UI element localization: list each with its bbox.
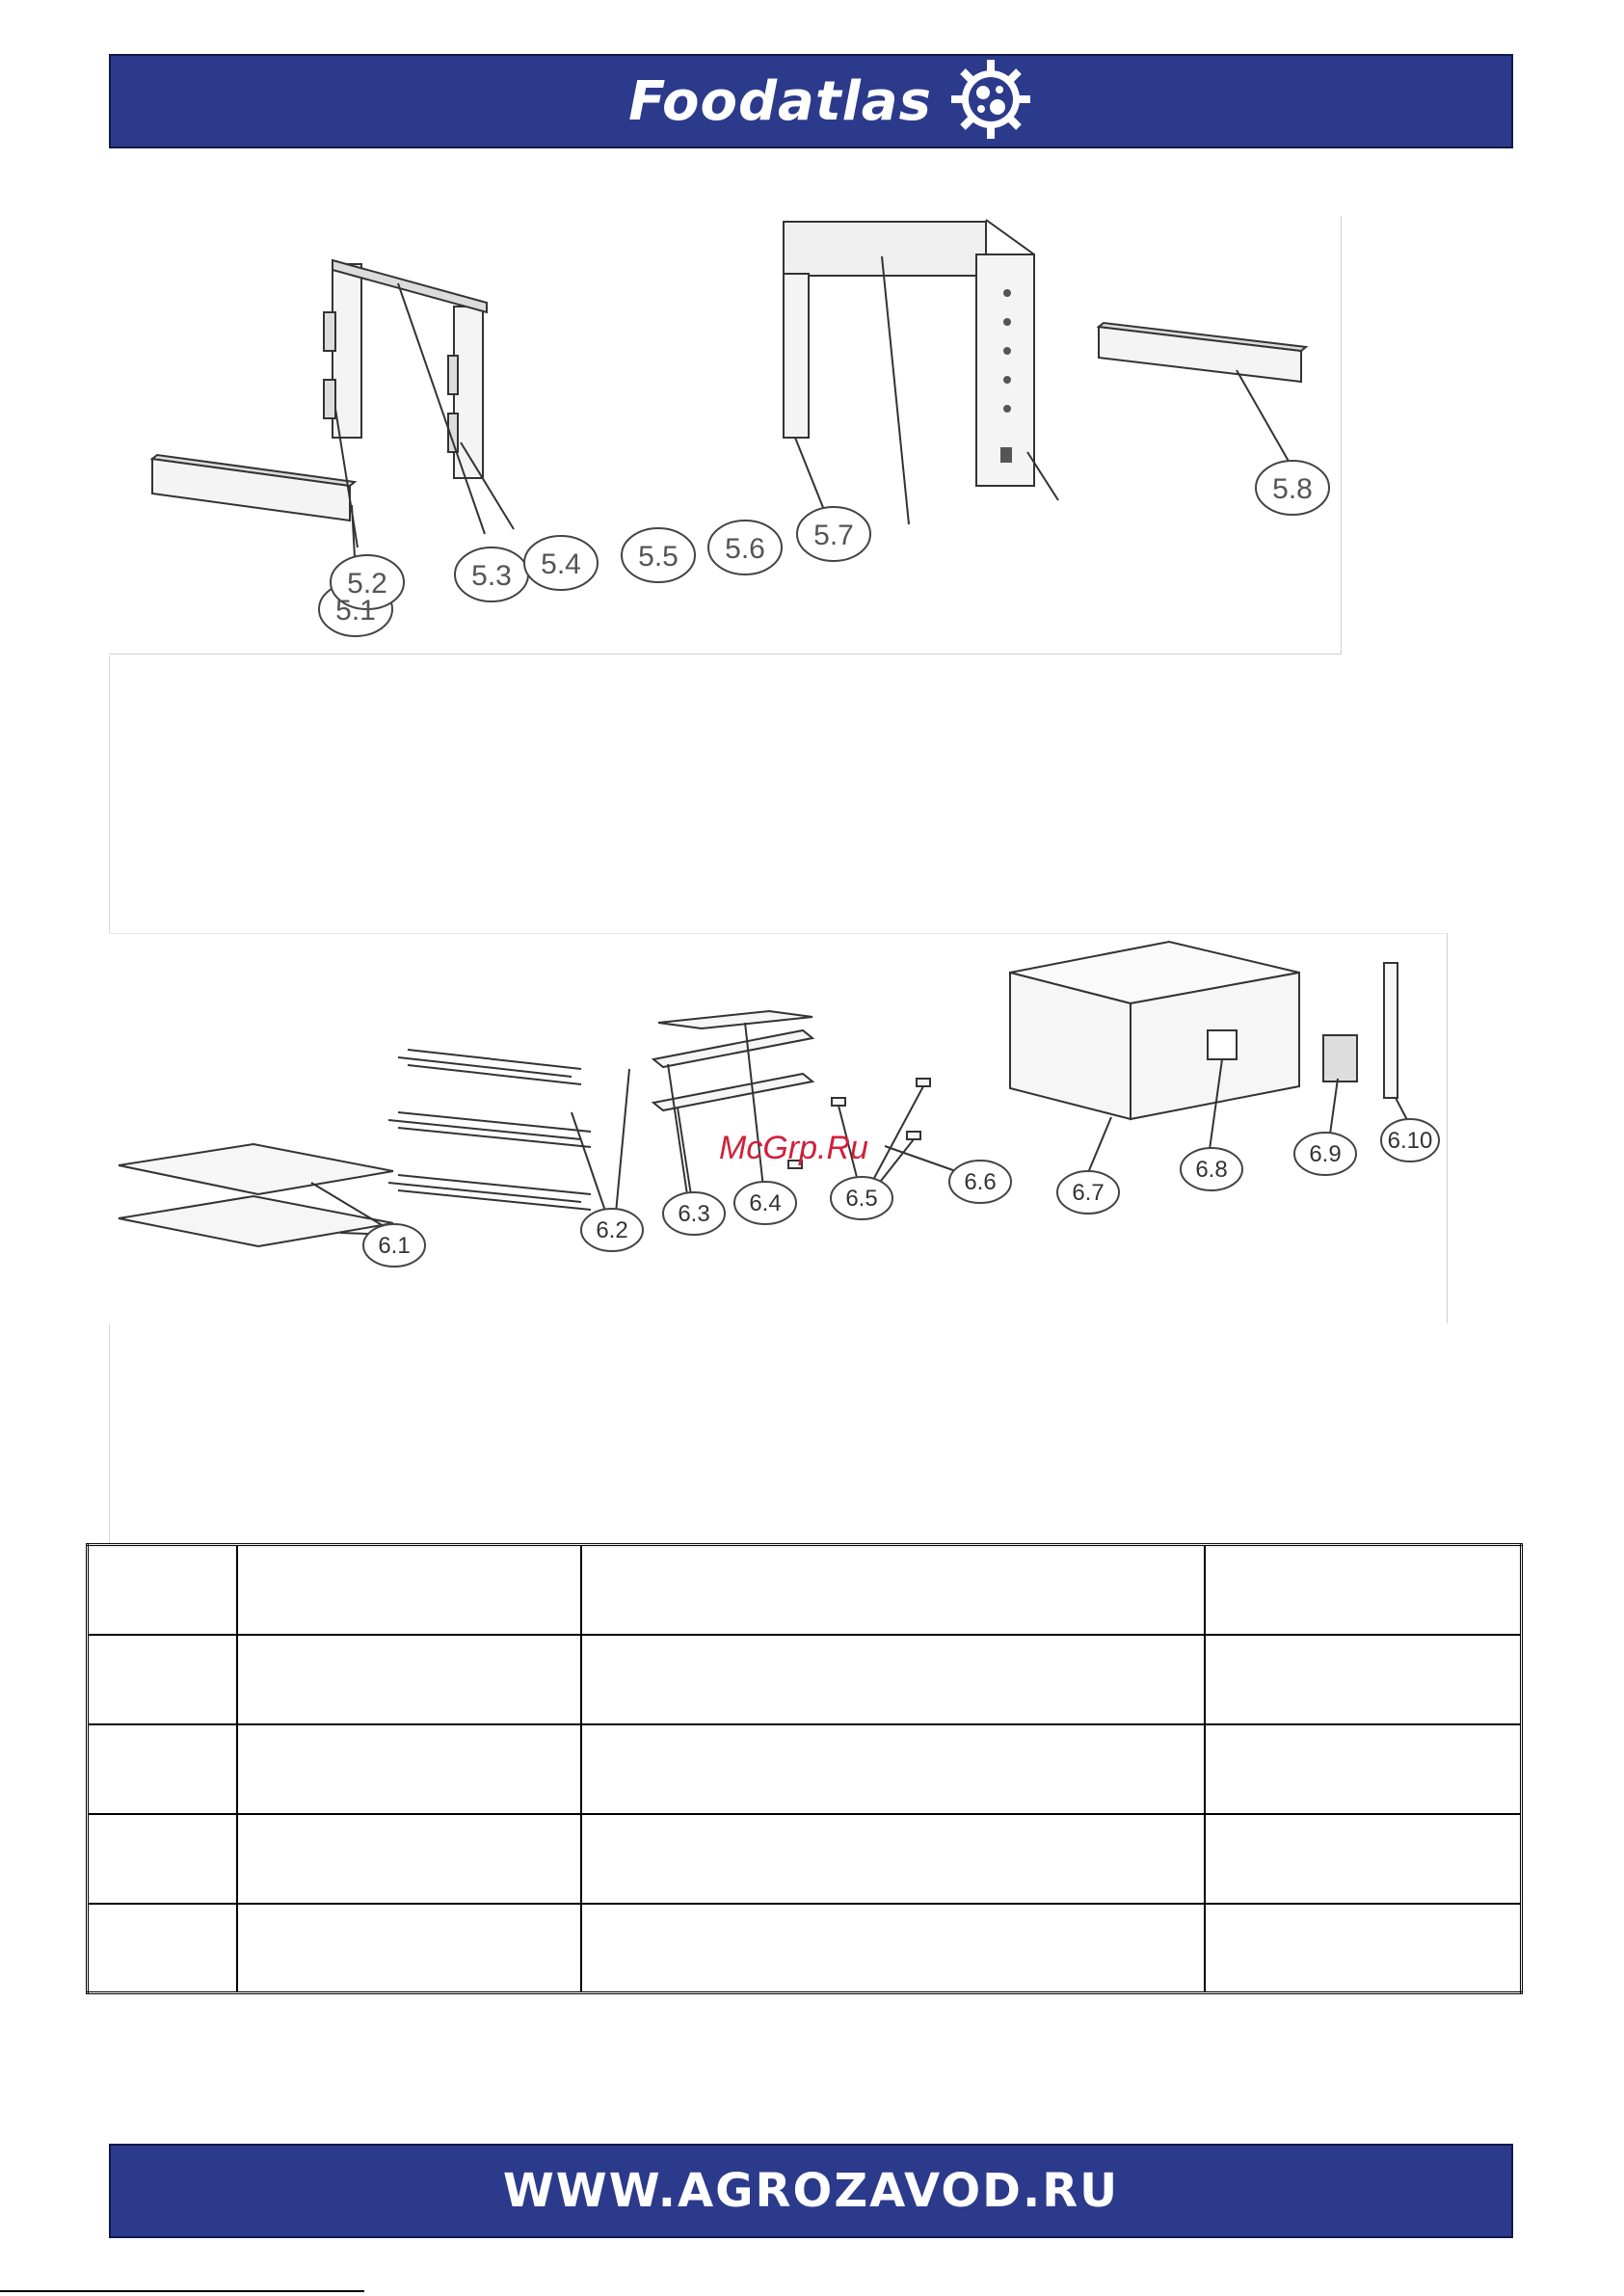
callout-5-4: 5.4 [541, 548, 581, 580]
table-cell [581, 1545, 1205, 1635]
callout-6-9: 6.9 [1309, 1141, 1342, 1167]
table-cell [237, 1814, 581, 1904]
callout-5-5: 5.5 [638, 541, 679, 573]
callout-5-7: 5.7 [813, 520, 854, 551]
table-cell [237, 1545, 581, 1635]
footer-url-link[interactable]: WWW.AGROZAVOD.RU [502, 2164, 1120, 2218]
table-cell [237, 1724, 581, 1814]
callout-5-6: 5.6 [725, 533, 765, 565]
footer-divider [0, 2290, 364, 2292]
header-banner [109, 54, 1513, 148]
part-side-bracket [1384, 963, 1398, 1098]
table-cell [88, 1814, 237, 1904]
part-plate-bottom [119, 1196, 393, 1246]
table-row [88, 1814, 1522, 1904]
table-cell [1205, 1724, 1522, 1814]
brand-name: Foodatlas [628, 69, 932, 133]
callout-6-3: 6.3 [678, 1201, 710, 1227]
callout-5-3: 5.3 [471, 560, 512, 592]
footer-banner [109, 2144, 1513, 2238]
table-cell [1205, 1635, 1522, 1724]
callout-6-5: 6.5 [845, 1186, 878, 1212]
part-window-cutout [1208, 1030, 1237, 1059]
part-frame-left-leg [333, 264, 361, 438]
table-cell [88, 1724, 237, 1814]
margin-line [109, 1322, 110, 1543]
table-cell [1205, 1545, 1522, 1635]
table-cell [581, 1814, 1205, 1904]
table-row [88, 1904, 1522, 1993]
callout-6-4: 6.4 [749, 1190, 782, 1216]
table-cell [88, 1545, 237, 1635]
callout-6-7: 6.7 [1072, 1180, 1105, 1206]
margin-line [109, 655, 110, 933]
table-cell [1205, 1904, 1522, 1993]
callout-5-1: 5.1 [335, 595, 376, 627]
table-row [88, 1635, 1522, 1724]
parts-table [86, 1543, 1523, 1994]
table-cell [88, 1635, 237, 1724]
callout-6-2: 6.2 [596, 1217, 628, 1243]
figure-frame-parts [109, 216, 1342, 654]
figure-internal-parts [109, 933, 1448, 1323]
table-cell [237, 1904, 581, 1993]
part-rear-top-beam [784, 222, 986, 276]
table-row [88, 1724, 1522, 1814]
callout-6-6: 6.6 [964, 1169, 997, 1195]
part-switch [1323, 1035, 1357, 1081]
watermark-text: McGrp.Ru [719, 1130, 868, 1166]
table-cell [1205, 1814, 1522, 1904]
part-plate-top [119, 1144, 393, 1194]
gear-globe-icon [949, 58, 1032, 146]
callout-5-8: 5.8 [1272, 473, 1313, 505]
callout-6-8: 6.8 [1195, 1157, 1228, 1183]
callout-5-2: 5.2 [347, 568, 387, 600]
table-header-row [88, 1545, 1522, 1635]
table-cell [581, 1904, 1205, 1993]
table-cell [237, 1635, 581, 1724]
callout-6-10: 6.10 [1387, 1128, 1433, 1154]
table-cell [88, 1904, 237, 1993]
brand-logo[interactable] [628, 58, 1032, 146]
table-cell [581, 1635, 1205, 1724]
part-rear-left-leg [784, 274, 809, 438]
callout-6-1: 6.1 [378, 1233, 411, 1259]
table-cell [581, 1724, 1205, 1814]
